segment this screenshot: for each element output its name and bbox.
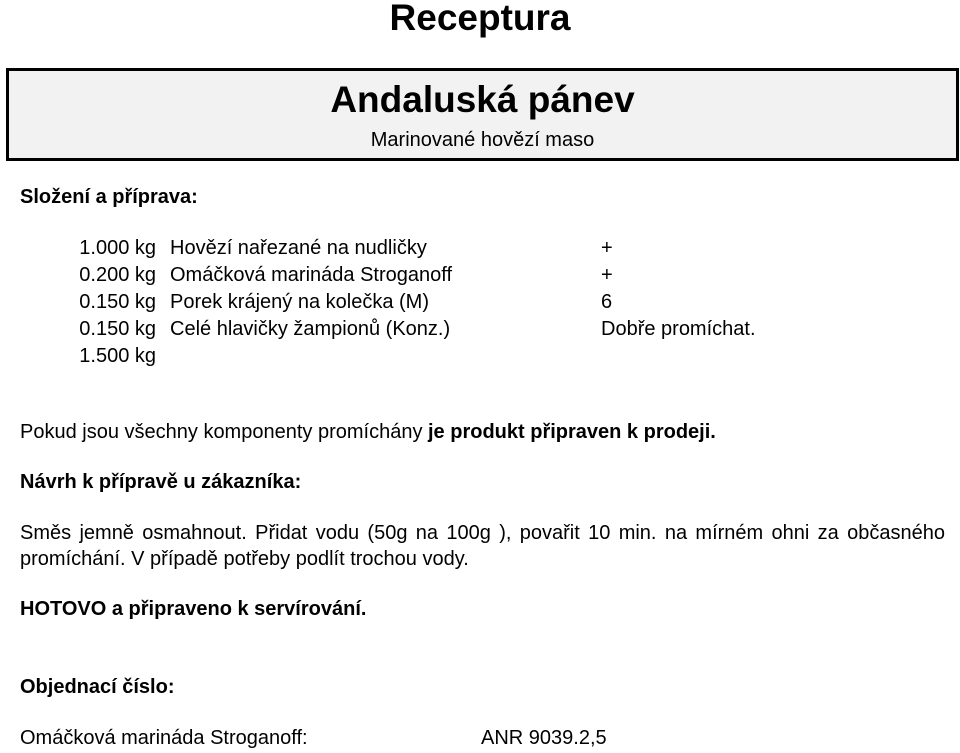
order-product-name: Omáčková marináda Stroganoff:: [20, 727, 308, 749]
ingredient-qty: 0.200 kg: [79, 264, 156, 286]
ingredient-name: Celé hlavičky žampionů (Konz.): [170, 318, 451, 340]
ingredient-qty: 0.150 kg: [79, 291, 156, 313]
product-title-box: [6, 68, 959, 161]
product-name: Andaluská pánev: [330, 79, 635, 120]
ready-statement-text: Pokud jsou všechny komponenty promíchány: [20, 421, 428, 443]
order-code: ANR 9039.2,5: [481, 727, 607, 749]
ingredient-note: +: [601, 237, 613, 259]
order-number-heading: Objednací číslo:: [20, 676, 175, 698]
done-statement: HOTOVO a připraveno k servírování.: [20, 598, 367, 620]
product-subtitle: Marinované hovězí maso: [370, 129, 595, 151]
ingredient-qty: 1.000 kg: [79, 237, 156, 259]
ingredient-note: Dobře promíchat.: [601, 318, 756, 340]
ingredient-note: +: [601, 264, 613, 286]
ingredient-name: Porek krájený na kolečka (M): [170, 291, 429, 313]
ingredient-qty: 0.150 kg: [79, 318, 156, 340]
page-title: Receptura: [389, 0, 571, 38]
customer-prep-paragraph: Směs jemně osmahnout. Přidat vodu (50g na 100g ), povařit 10 min. na mírném ohni za občasného promíchání. V případě potřeby podlít trochou vody.: [20, 522, 945, 570]
ingredient-total-qty: 1.500 kg: [79, 345, 156, 367]
ingredient-name: Hovězí nařezané na nudličky: [170, 237, 427, 259]
customer-prep-heading: Návrh k přípravě u zákazníka:: [20, 471, 302, 493]
ready-statement: [20, 420, 716, 444]
composition-heading: Složení a příprava:: [20, 186, 198, 208]
ingredient-note: 6: [601, 291, 613, 313]
ingredient-name: Omáčková marináda Stroganoff: [170, 264, 453, 286]
ready-statement-emphasis: je produkt připraven k prodeji.: [428, 421, 716, 443]
